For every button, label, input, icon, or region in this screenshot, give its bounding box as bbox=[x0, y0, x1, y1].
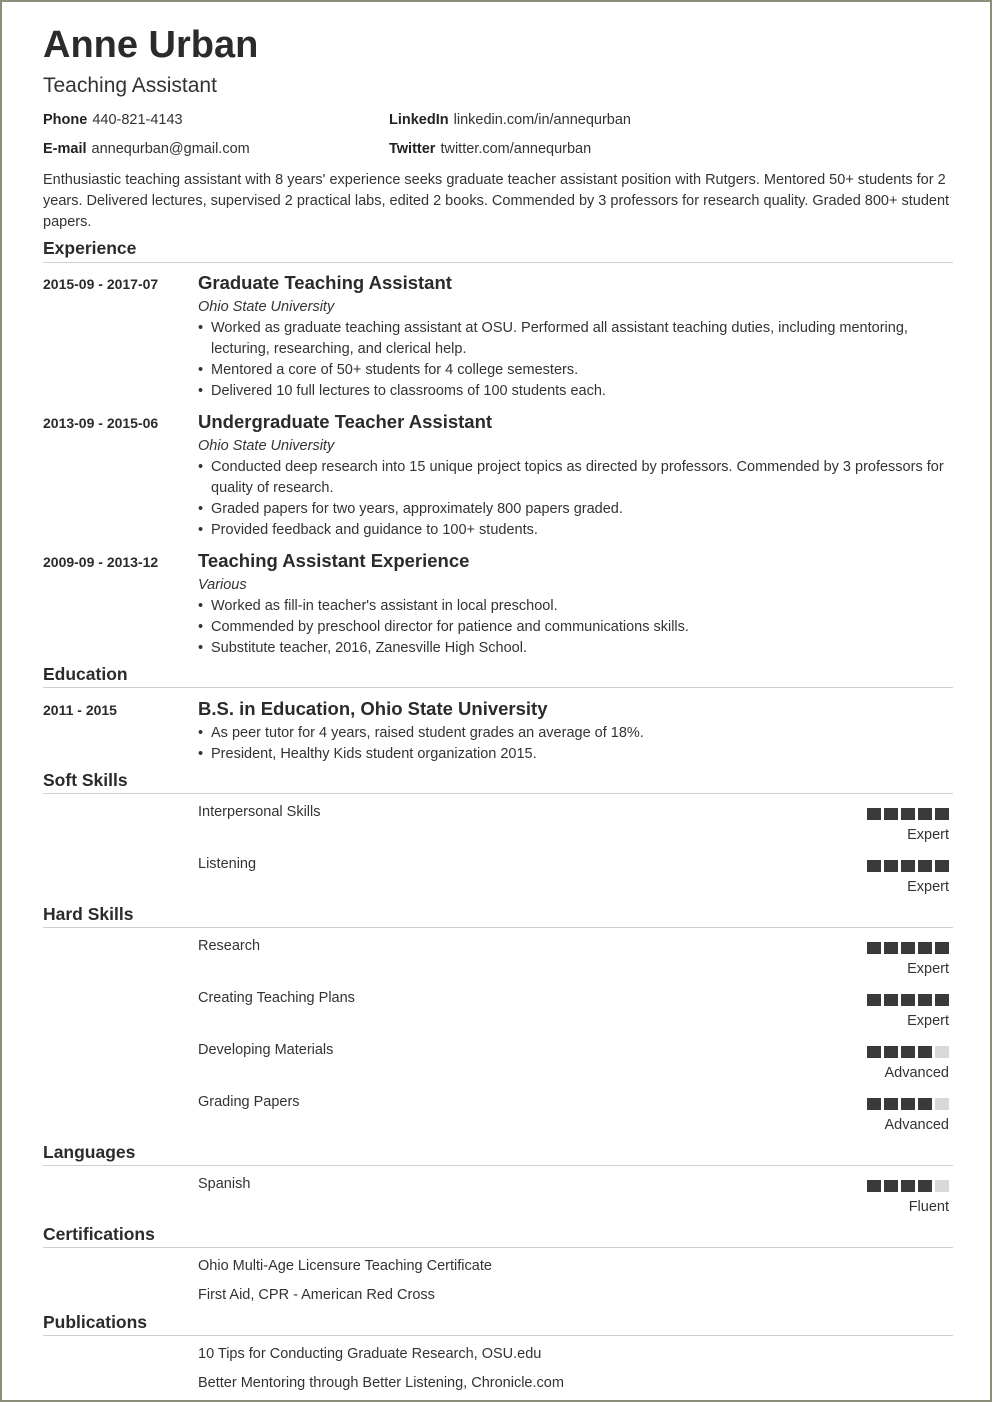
rating-square-filled bbox=[935, 808, 949, 820]
education-divider bbox=[43, 687, 953, 688]
skill-rating bbox=[867, 1046, 949, 1058]
hard-skills-heading: Hard Skills bbox=[43, 904, 134, 924]
rating-square-filled bbox=[867, 994, 881, 1006]
skill-name: Listening bbox=[198, 856, 257, 872]
bullet-item: • Conducted deep research into 15 unique project topics as directed by professors. Commended by 3 professors for quality of research. bbox=[198, 457, 958, 499]
job-org: Various bbox=[198, 577, 247, 593]
rating-square-filled bbox=[901, 1098, 915, 1110]
skill-rating bbox=[867, 994, 949, 1006]
rating-square-filled bbox=[935, 942, 949, 954]
rating-square-filled bbox=[935, 994, 949, 1006]
rating-square-filled bbox=[884, 942, 898, 954]
skill-level: Expert bbox=[907, 961, 949, 977]
skill-level: Advanced bbox=[884, 1117, 949, 1133]
bullet-item: • As peer tutor for 4 years, raised student grades an average of 18%. bbox=[198, 723, 958, 744]
publication-item: 10 Tips for Conducting Graduate Research, OSU.edu bbox=[198, 1346, 542, 1362]
skill-rating bbox=[867, 1098, 949, 1110]
rating-square-filled bbox=[918, 860, 932, 872]
skill-rating bbox=[867, 860, 949, 872]
rating-square-filled bbox=[918, 1180, 932, 1192]
certifications-heading: Certifications bbox=[43, 1224, 155, 1244]
rating-square-filled bbox=[918, 808, 932, 820]
skill-level: Advanced bbox=[884, 1065, 949, 1081]
publication-item: Better Mentoring through Better Listening, Chronicle.com bbox=[198, 1375, 564, 1391]
skill-name: Interpersonal Skills bbox=[198, 804, 321, 820]
languages-heading: Languages bbox=[43, 1142, 136, 1162]
contact-phone bbox=[43, 111, 183, 129]
rating-square-filled bbox=[867, 860, 881, 872]
rating-square-filled bbox=[867, 942, 881, 954]
job-title: Graduate Teaching Assistant bbox=[198, 272, 452, 293]
publications-heading: Publications bbox=[43, 1312, 148, 1332]
job-bullets bbox=[198, 318, 958, 402]
contact-linkedin bbox=[389, 111, 631, 129]
hard-skills-divider bbox=[43, 927, 953, 928]
phone-label: Phone bbox=[43, 112, 88, 128]
job-title: Undergraduate Teacher Assistant bbox=[198, 411, 493, 432]
rating-square-filled bbox=[867, 808, 881, 820]
skill-level: Expert bbox=[907, 879, 949, 895]
certification-item: Ohio Multi-Age Licensure Teaching Certificate bbox=[198, 1258, 492, 1274]
rating-square-filled bbox=[918, 1046, 932, 1058]
rating-square-filled bbox=[918, 994, 932, 1006]
skill-level: Expert bbox=[907, 827, 949, 843]
contact-twitter bbox=[389, 140, 591, 158]
certifications-divider bbox=[43, 1247, 953, 1248]
bullet-item: • Commended by preschool director for patience and communications skills. bbox=[198, 617, 958, 638]
bullet-item: • Worked as fill-in teacher's assistant in local preschool. bbox=[198, 596, 958, 617]
education-bullets bbox=[198, 723, 958, 765]
language-name: Spanish bbox=[198, 1176, 251, 1192]
rating-square-filled bbox=[901, 860, 915, 872]
rating-square-empty bbox=[935, 1180, 949, 1192]
soft-skills-divider bbox=[43, 793, 953, 794]
bullet-item: • Provided feedback and guidance to 100+ students. bbox=[198, 520, 958, 541]
rating-square-empty bbox=[935, 1046, 949, 1058]
education-degree: B.S. in Education, Ohio State University bbox=[198, 698, 548, 719]
education-heading: Education bbox=[43, 664, 128, 684]
rating-square-filled bbox=[901, 808, 915, 820]
skill-level: Expert bbox=[907, 1013, 949, 1029]
linkedin-value[interactable]: linkedin.com/in/annequrban bbox=[453, 112, 631, 128]
bullet-item: • Substitute teacher, 2016, Zanesville High School. bbox=[198, 638, 958, 659]
rating-square-filled bbox=[867, 1098, 881, 1110]
job-dates: 2009-09 - 2013-12 bbox=[43, 554, 159, 570]
rating-square-filled bbox=[884, 1098, 898, 1110]
bullet-item: • Mentored a core of 50+ students for 4 college semesters. bbox=[198, 360, 958, 381]
job-org: Ohio State University bbox=[198, 438, 335, 454]
rating-square-filled bbox=[867, 1046, 881, 1058]
bullet-item: • Graded papers for two years, approximately 800 papers graded. bbox=[198, 499, 958, 520]
rating-square-filled bbox=[918, 942, 932, 954]
job-bullets bbox=[198, 596, 958, 659]
education-dates: 2011 - 2015 bbox=[43, 702, 117, 718]
skill-rating bbox=[867, 942, 949, 954]
skill-name: Creating Teaching Plans bbox=[198, 990, 355, 1006]
twitter-label: Twitter bbox=[389, 141, 436, 157]
rating-square-filled bbox=[884, 808, 898, 820]
rating-square-filled bbox=[884, 1180, 898, 1192]
email-value[interactable]: annequrban@gmail.com bbox=[91, 141, 250, 157]
rating-square-filled bbox=[867, 1180, 881, 1192]
skill-name: Research bbox=[198, 938, 261, 954]
rating-square-filled bbox=[918, 1098, 932, 1110]
rating-square-filled bbox=[935, 860, 949, 872]
language-rating bbox=[867, 1180, 949, 1192]
experience-divider bbox=[43, 262, 953, 263]
language-level: Fluent bbox=[908, 1199, 949, 1215]
job-title: Teaching Assistant Experience bbox=[198, 550, 470, 571]
experience-heading: Experience bbox=[43, 238, 137, 258]
bullet-item: • Worked as graduate teaching assistant at OSU. Performed all assistant teaching duties, including mentoring, lecturing, researching, and clerical help. bbox=[198, 318, 958, 360]
certification-item: First Aid, CPR - American Red Cross bbox=[198, 1287, 435, 1303]
rating-square-filled bbox=[901, 1180, 915, 1192]
skill-name: Grading Papers bbox=[198, 1094, 300, 1110]
linkedin-label: LinkedIn bbox=[389, 112, 449, 128]
job-dates: 2013-09 - 2015-06 bbox=[43, 415, 159, 431]
rating-square-empty bbox=[935, 1098, 949, 1110]
skill-rating bbox=[867, 808, 949, 820]
rating-square-filled bbox=[884, 860, 898, 872]
candidate-role: Teaching Assistant bbox=[43, 74, 217, 97]
job-bullets bbox=[198, 457, 958, 541]
soft-skills-heading: Soft Skills bbox=[43, 770, 128, 790]
rating-square-filled bbox=[884, 1046, 898, 1058]
twitter-value[interactable]: twitter.com/annequrban bbox=[440, 141, 592, 157]
contact-email bbox=[43, 140, 250, 158]
bullet-item: • Delivered 10 full lectures to classrooms of 100 students each. bbox=[198, 381, 958, 402]
email-label: E-mail bbox=[43, 141, 87, 157]
job-dates: 2015-09 - 2017-07 bbox=[43, 276, 159, 292]
job-org: Ohio State University bbox=[198, 299, 335, 315]
candidate-name: Anne Urban bbox=[43, 24, 259, 66]
rating-square-filled bbox=[901, 942, 915, 954]
rating-square-filled bbox=[901, 1046, 915, 1058]
phone-value: 440-821-4143 bbox=[92, 112, 183, 128]
languages-divider bbox=[43, 1165, 953, 1166]
rating-square-filled bbox=[901, 994, 915, 1006]
summary: Enthusiastic teaching assistant with 8 years' experience seeks graduate teacher assistant position with Rutgers. Mentored 50+ students for 2 years. Delivered lectures, supervised 2 practical labs, edited 2 books. Commended by 3 professors for research quality. Graded 800+ student papers. bbox=[43, 172, 950, 230]
bullet-item: • President, Healthy Kids student organization 2015. bbox=[198, 744, 958, 765]
skill-name: Developing Materials bbox=[198, 1042, 334, 1058]
publications-divider bbox=[43, 1335, 953, 1336]
rating-square-filled bbox=[884, 994, 898, 1006]
